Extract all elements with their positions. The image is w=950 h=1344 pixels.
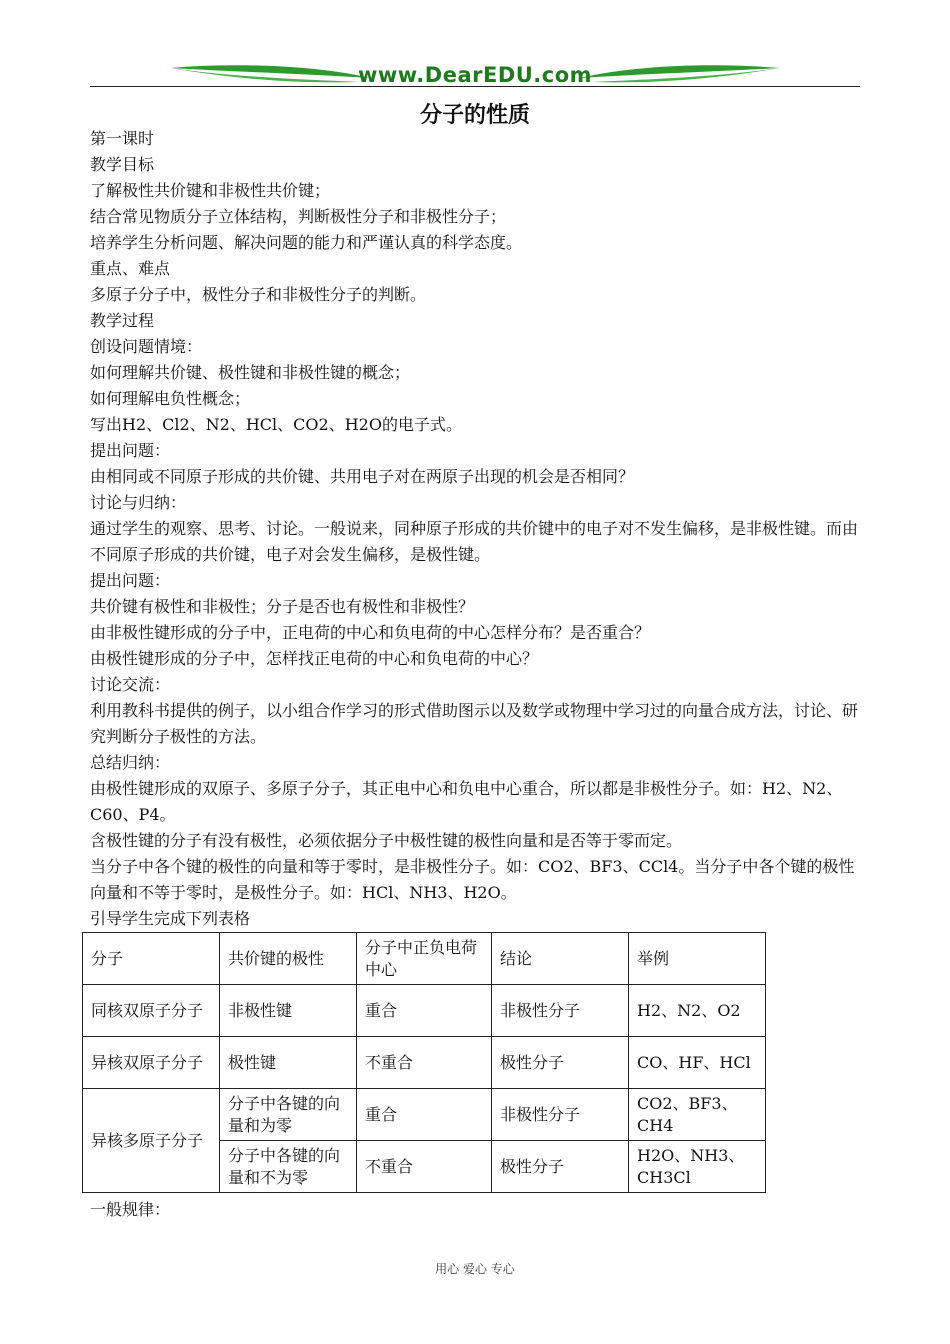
table-row [83, 1037, 766, 1089]
table-cell: 极性分子 [492, 1141, 629, 1193]
table-cell: 非极性键 [220, 985, 357, 1037]
table-header-cell: 举例 [629, 933, 766, 985]
table-cell: 同核双原子分子 [83, 985, 220, 1037]
table-cell: 不重合 [357, 1037, 492, 1089]
paragraph: 如何理解共价键、极性键和非极性键的概念； [90, 363, 411, 382]
table-cell: 非极性分子 [492, 1089, 629, 1141]
paragraph: 讨论与归纳： [90, 493, 187, 512]
table-cell: CO2、BF3、CH4 [629, 1089, 766, 1141]
paragraph: 教学目标 [90, 155, 155, 174]
table-cell: 极性键 [220, 1037, 357, 1089]
table-cell: 重合 [357, 985, 492, 1037]
table-cell: 重合 [357, 1089, 492, 1141]
paragraph: 教学过程 [90, 311, 155, 330]
paragraph: 多原子分子中，极性分子和非极性分子的判断。 [90, 285, 427, 304]
paragraph: 由极性键形成的分子中，怎样找正电荷的中心和负电荷的中心？ [90, 649, 539, 668]
paragraph: 通过学生的观察、思考、讨论。一般说来，同种原子形成的共价键中的电子对不发生偏移，是非极性键。而由不同原子形成的共价键，电子对会发生偏移，是极性键。 [90, 519, 859, 564]
table-cell: CO、HF、HCl [629, 1037, 766, 1089]
paragraph: 如何理解电负性概念； [90, 389, 251, 408]
page-title: 分子的性质 [419, 102, 530, 128]
table-cell: H2、N2、O2 [629, 985, 766, 1037]
paragraph: 培养学生分析问题、解决问题的能力和严谨认真的科学态度。 [90, 233, 523, 252]
paragraph: 含极性键的分子有没有极性，必须依据分子中极性键的极性向量和是否等于零而定。 [90, 831, 683, 850]
table-cell: 非极性分子 [492, 985, 629, 1037]
paragraph: 写出H2、Cl2、N2、HCl、CO2、H2O的电子式。 [90, 415, 462, 434]
paragraph: 提出问题： [90, 441, 171, 460]
paragraph: 由极性键形成的双原子、多原子分子，其正电中心和负电中心重合，所以都是非极性分子。如：H2、N2、C60、P4。 [90, 779, 843, 824]
header-divider [90, 86, 860, 87]
paragraph: 共价键有极性和非极性；分子是否也有极性和非极性？ [90, 597, 475, 616]
lesson-body [90, 126, 860, 932]
table-row [83, 985, 766, 1037]
table-cell: 异核双原子分子 [83, 1037, 220, 1089]
table-header-cell: 分子 [83, 933, 220, 985]
table-cell: 分子中各键的向量和不为零 [220, 1141, 357, 1193]
general-rule-heading: 一般规律： [90, 1200, 171, 1219]
paragraph: 讨论交流： [90, 675, 171, 694]
paragraph: 重点、难点 [90, 259, 171, 278]
table-header-row [83, 933, 766, 985]
paragraph: 结合常见物质分子立体结构，判断极性分子和非极性分子； [90, 207, 507, 226]
site-logo-text: www.DearEDU.com [357, 63, 593, 87]
paragraph: 总结归纳： [90, 753, 171, 772]
table-cell: 异核多原子分子 [83, 1089, 220, 1193]
table-cell: 不重合 [357, 1141, 492, 1193]
table-header-cell: 分子中正负电荷中心 [357, 933, 492, 985]
paragraph: 利用教科书提供的例子，以小组合作学习的形式借助图示以及数学或物理中学习过的向量合成方法，讨论、研究判断分子极性的方法。 [90, 701, 859, 746]
table-cell: 极性分子 [492, 1037, 629, 1089]
paragraph: 当分子中各个键的极性的向量和等于零时，是非极性分子。如：CO2、BF3、CCl4。当分子中各个键的极性向量和不等于零时，是极性分子。如：HCl、NH3、H2O。 [90, 857, 855, 902]
table-header-cell: 结论 [492, 933, 629, 985]
paragraph: 由相同或不同原子形成的共价键、共用电子对在两原子出现的机会是否相同？ [90, 467, 635, 486]
table-cell: 分子中各键的向量和为零 [220, 1089, 357, 1141]
paragraph: 由非极性键形成的分子中，正电荷的中心和负电荷的中心怎样分布？是否重合？ [90, 623, 651, 642]
paragraph: 创设问题情境： [90, 337, 203, 356]
paragraph: 引导学生完成下列表格 [90, 909, 251, 928]
table-row [83, 1089, 766, 1141]
page-footer: 用心 爱心 专心 [435, 1262, 515, 1276]
molecule-polarity-table [82, 932, 766, 1193]
table-cell: H2O、NH3、CH3Cl [629, 1141, 766, 1193]
paragraph: 提出问题： [90, 571, 171, 590]
table-header-cell: 共价键的极性 [220, 933, 357, 985]
paragraph: 了解极性共价键和非极性共价键； [90, 181, 331, 200]
paragraph: 第一课时 [90, 129, 155, 148]
